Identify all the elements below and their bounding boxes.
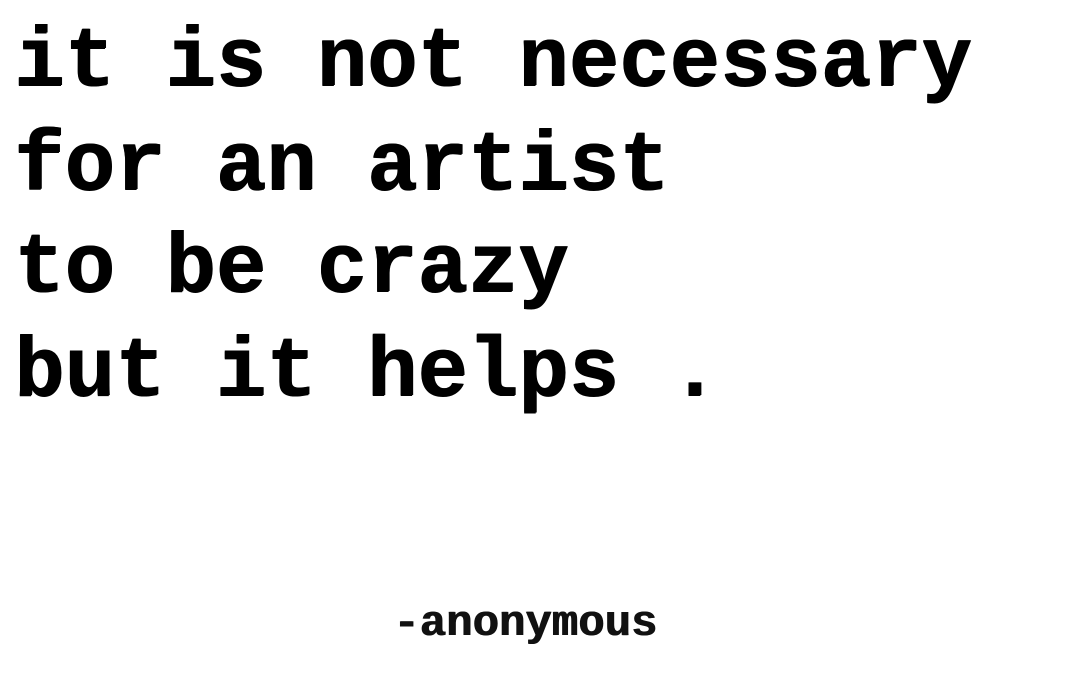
quote-line-4: but it helps . bbox=[14, 326, 720, 421]
quote-attribution: -anonymous bbox=[393, 599, 658, 649]
quote-line-2: for an artist bbox=[14, 120, 670, 215]
quote-line-1: it is not necessary bbox=[14, 16, 972, 111]
quote-line-3: to be crazy bbox=[14, 222, 569, 317]
